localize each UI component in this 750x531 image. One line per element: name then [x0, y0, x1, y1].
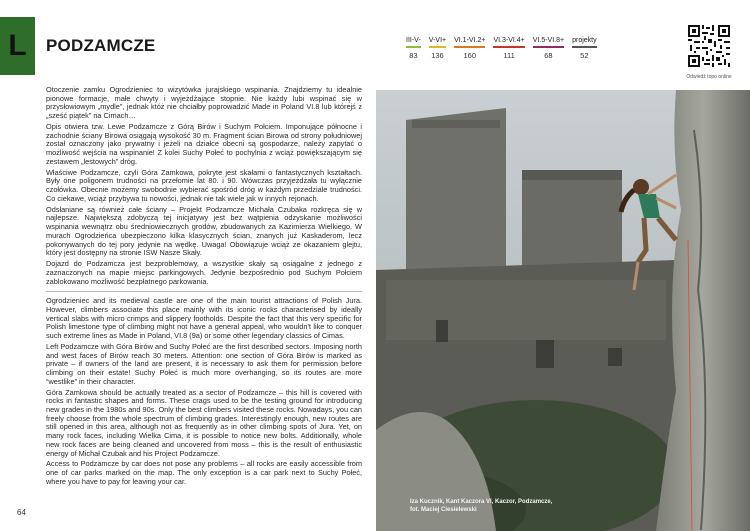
grade-count: 83: [409, 51, 418, 60]
grade-label: III-V-: [406, 37, 421, 48]
paragraph: Właściwe Podzamcze, czyli Góra Zamkowa, pokryte jest skałami o fantastycznych kształtach. Były one poligonem trudności na przełomie lat 80. i 90. Wówczas przyjeżdżała tu wyłącznie czołówka. Obecnie możemy swobodnie wybierać spośród dróg w każdym przedziale trudności. Co ciekawe, wciąż przybywa tu nowości, jednak nie tak wiele jak w innych rejonach.: [46, 167, 362, 203]
paragraph: Odsłaniane są również całe ściany – Projekt Podzamcze Michała Czubaka rozkręca się w najlepsze. Największą zdobyczą tej inicjatywy jest bez wątpienia odzyskanie możliwości wspinania wewnątrz obu średniowiecznych grodów, zbudowanych za Kazimierza Wielkiego. W murach Ogrodzieńca ubezpieczono kilka klasycznych ścian, znanych już Kaskaderom, lecz pokonywanych do tej pory jedynie na wędkę. Uwaga! Obowiązuje wciąż ze okazaniem glejtu, który jest dostępny na stronie IŚW Nasze Skały.: [46, 204, 362, 258]
grade-count: 68: [544, 51, 553, 60]
grade-label: projekty: [572, 37, 597, 48]
qr-code-icon[interactable]: [687, 24, 731, 68]
page-number: 64: [17, 508, 26, 517]
paragraph: Ogrodzieniec and its medieval castle are one of the main tourist attractions of Polish Jura. However, climbers associate this place mainly with its iconic rocks characterised by ideally vertical slabs with micro crimps and slippery footholds. Despite the fact that this very specific for Polish limestone type of climbing might not have a general appeal, who wouldn't like to conquer such extreme lines as Made in Poland, VI.8 (9a) or some other legendary classics of Cimas.: [46, 296, 362, 341]
caption-line: fot. Maciej Ciesielewski: [410, 507, 477, 513]
grade-count: 160: [463, 51, 477, 60]
grade-column: [572, 37, 597, 60]
grade-column: [429, 37, 446, 60]
text-column: [46, 86, 362, 489]
grade-summary: [406, 37, 597, 60]
photo-caption: [410, 498, 552, 514]
grade-count: 52: [580, 51, 589, 60]
climbing-photo: [376, 90, 750, 531]
grade-label: VI.3-VI.4+: [493, 37, 524, 48]
grade-column: [406, 37, 421, 60]
paragraph: Opis otwiera tzw. Lewe Podzamcze z Górą Birów i Suchym Połciem. Imponujące północne i zachodnie ściany Birowa osiągają wysokość 30 m. Fragment ścian Birowa od strony południowej został oznaczony jako prywatny i jeżeli na działce obecni są gospodarze, należy zapytać o możliwość wejścia na wspinanie! Z kolei Suchy Połeć to pochylnia z wciąż powiększającym się zestawem „lestowych” dróg.: [46, 122, 362, 166]
paragraph: Otoczenie zamku Ogrodzieniec to wizytówka jurajskiego wspinania. Znajdziemy tu idealnie pionowe formacje, małe chwyty i wyjeżdżające stopnie. Nie każdy lubi wspinać się w przysłowiowym „mydle”, jednak któż nie chciałby poprowadzić Made in Poland VI.8 lub którejś z „sześć piątek” na Cimach…: [46, 85, 362, 121]
grade-column: [533, 37, 564, 60]
caption-line: Iza Kucznik, Kant Kaczora VI, Kaczor, Podzamcze,: [410, 499, 553, 505]
chapter-badge: [0, 17, 35, 75]
grade-column: [493, 37, 524, 60]
english-text: [46, 297, 362, 486]
divider: [46, 291, 362, 292]
qr-caption: Odwiedź topo online: [686, 74, 732, 80]
polish-text: [46, 86, 362, 286]
grade-label: V-VI+: [429, 37, 446, 48]
grade-label: VI.5-VI.8+: [533, 37, 564, 48]
grade-column: [454, 37, 485, 60]
paragraph: Dojazd do Podzamcza jest bezproblemowy, a wszystkie skały są osiągalne z jednego z zaznaczonych na mapie miejsc parkingowych. Jedynie bezpośrednio pod Suchym Połciem zablokowano możliwość bezpłatnego parkowania.: [46, 259, 362, 286]
grade-label: VI.1-VI.2+: [454, 37, 485, 48]
grade-count: 136: [431, 51, 444, 60]
paragraph: Góra Zamkowa should be actually treated as a sector of Podzamcze – this hill is covered with rocks in fantastic shapes and forms. These crags used to be the testing ground for introducing new grades in the 1980s and 90s. Only the best climbers visited these rocks. Nowadays, you can freely choose from the whole spectrum of climbing grades. Interestingly enough, new routes are still opened in this area, although not as frequently as in other climbing spots of Jura. Yet, on many rock faces, including Wielka Cima, it is possible to notice new bolts. Additionally, whole new rock faces are being cleaned and uncovered from moss – this is the result of enthusiastic energy of Michał Czubak and his Project Podzamcze.: [46, 387, 362, 458]
paragraph: Access to Podzamcze by car does not pose any problems – all rocks are easily accessible from one of car parks marked on the map. The only exception is a car park next to Suchy Połeć, where you have to pay for leaving your car.: [46, 459, 362, 486]
grade-count: 111: [503, 51, 515, 60]
chapter-letter: L: [8, 29, 27, 62]
paragraph: Left Podzamcze with Góra Birów and Suchy Połeć are the first described sectors. Imposing north and west faces of Birów reach 30 meters. Attention: one section of Góra Birów is marked as private – if owners of the land are present, it is necessary to ask them for permission before climbing on their estate! Suchy Połeć is much more overhanging, so its routes are more “westlike” in their character.: [46, 341, 362, 386]
page-title: PODZAMCZE: [46, 36, 156, 55]
